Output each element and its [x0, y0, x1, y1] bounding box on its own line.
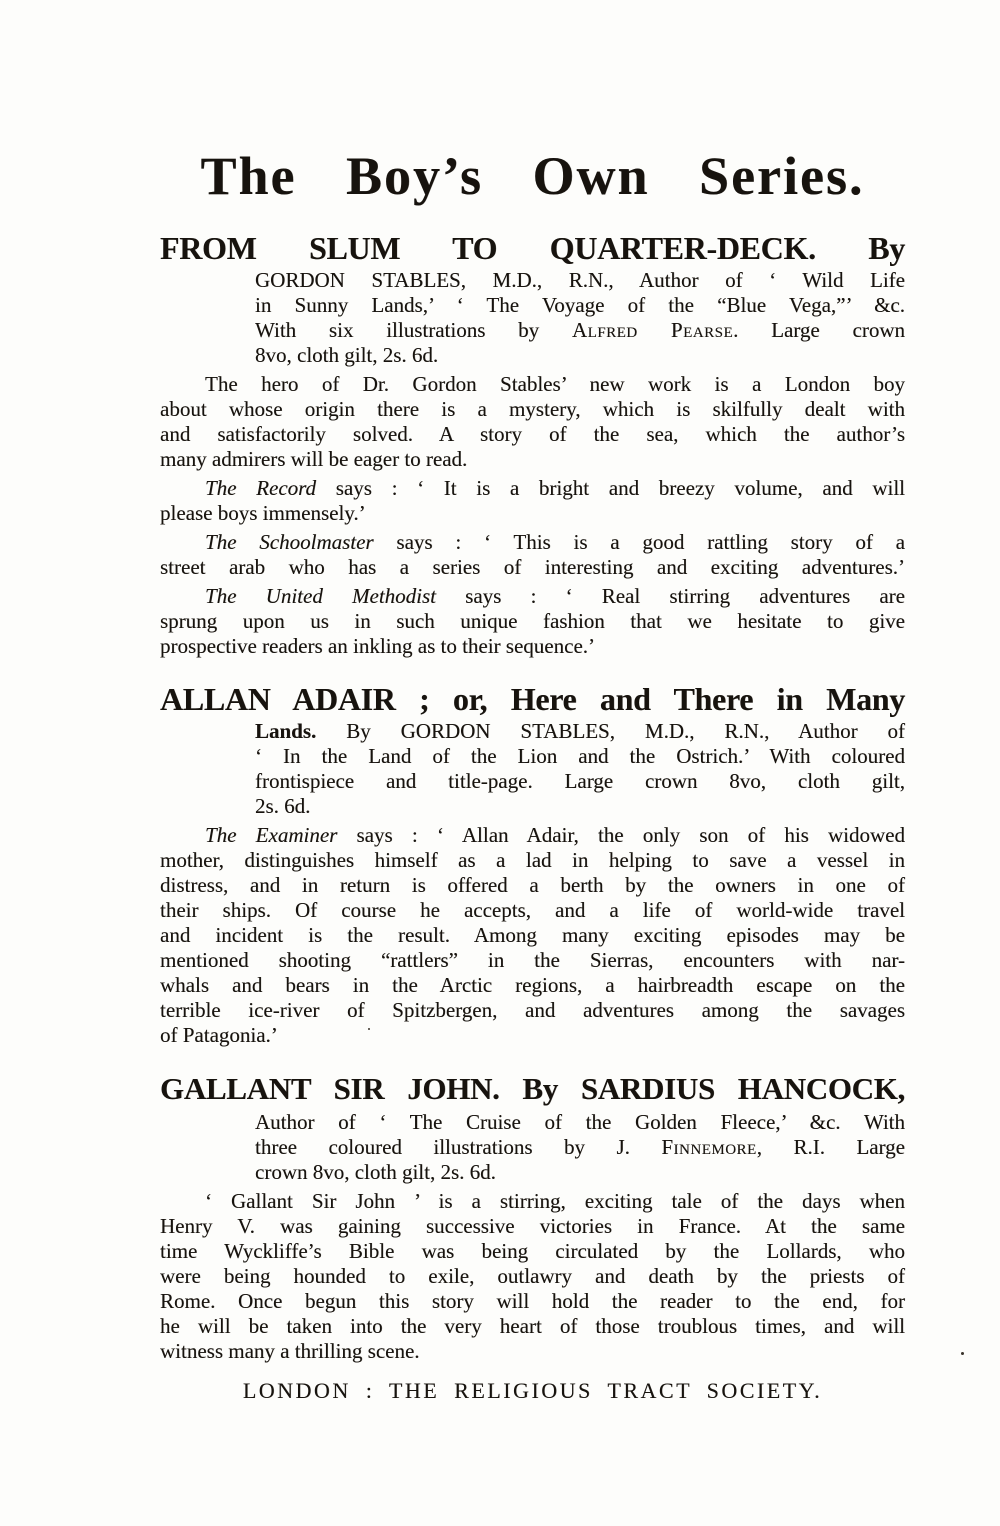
text-line: Lands. By GORDON STABLES, M.D., R.N., Author of — [255, 719, 905, 743]
text-line: The hero of Dr. Gordon Stables’ new work is a London boy — [205, 372, 905, 396]
text-line: Henry V. was gaining successive victories in France. At the same — [160, 1214, 905, 1238]
review-paragraph — [160, 1189, 905, 1364]
publisher-imprint: LONDON : THE RELIGIOUS TRACT SOCIETY. — [242, 1378, 823, 1403]
scan-speck — [368, 1028, 370, 1030]
text-line: street arab who has a series of interesting and exciting adventures.’ — [160, 555, 905, 579]
series-title: The Boy’s Own Series. — [200, 146, 865, 206]
text-line: mother, distinguishes himself as a lad in helping to save a vessel in — [160, 848, 905, 872]
book-imprint-details — [255, 1110, 905, 1185]
text-line: sprung upon us in such unique fashion that we hesitate to give — [160, 609, 905, 633]
text-line: about whose origin there is a mystery, which is skilfully dealt with — [160, 397, 905, 421]
text-line: crown 8vo, cloth gilt, 2s. 6d. — [255, 1160, 496, 1184]
book-entry-gallant-sir-john — [160, 1068, 905, 1364]
book-entries — [160, 228, 905, 1364]
text-line: three coloured illustrations by J. Finnemore, R.I. Large — [255, 1135, 905, 1159]
book-heading-line: GALLANT SIR JOHN. By SARDIUS HANCOCK, — [160, 1071, 905, 1106]
periodical-name: The Schoolmaster — [205, 530, 374, 554]
text-line: The Examiner says : ‘ Allan Adair, the only son of his widowed — [205, 823, 905, 847]
text-line: GORDON STABLES, M.D., R.N., Author of ‘ Wild Life — [255, 268, 905, 292]
text-line: terrible ice-river of Spitzbergen, and adventures among the savages — [160, 998, 905, 1022]
book-heading-line: ALLAN ADAIR ; or, Here and There in Many — [160, 681, 905, 717]
periodical-name: The Record — [205, 476, 317, 500]
text-line: and satisfactorily solved. A story of the sea, which the author’s — [160, 422, 905, 446]
text-line: frontispiece and title-page. Large crown 8vo, cloth gilt, — [255, 769, 905, 793]
person-name: Finnemore — [661, 1135, 757, 1159]
text-line: in Sunny Lands,’ ‘ The Voyage of the “Blue Vega,”’ &c. — [255, 293, 905, 317]
review-paragraph — [160, 372, 905, 472]
book-entry-from-slum-to-quarter-deck — [160, 228, 905, 659]
book-imprint-details — [255, 719, 905, 819]
review-paragraph — [160, 530, 905, 580]
text-line: The Record says : ‘ It is a bright and breezy volume, and will — [205, 476, 905, 500]
book-imprint-details — [255, 268, 905, 368]
review-paragraph — [160, 476, 905, 526]
text-line: Rome. Once begun this story will hold the reader to the end, for — [160, 1289, 905, 1313]
text-line: many admirers will be eager to read. — [160, 447, 468, 471]
text-line: of Patagonia.’ — [160, 1023, 278, 1047]
scan-speck — [961, 1352, 964, 1355]
text-line: were being hounded to exile, outlawry and death by the priests of — [160, 1264, 905, 1288]
text-line: The United Methodist says : ‘ Real stirring adventures are — [205, 584, 905, 608]
text-line: distress, and in return is offered a berth by the owners in one of — [160, 873, 905, 897]
text-line: their ships. Of course he accepts, and a life of world-wide travel — [160, 898, 905, 922]
person-name: Alfred Pearse — [571, 318, 734, 342]
review-paragraph — [160, 584, 905, 659]
text-line: ‘ Gallant Sir John ’ is a stirring, exciting tale of the days when — [205, 1189, 905, 1213]
text-line: please boys immensely.’ — [160, 501, 366, 525]
periodical-name: The United Methodist — [205, 584, 436, 608]
book-entry-allan-adair — [160, 679, 905, 1048]
text-line: 8vo, cloth gilt, 2s. 6d. — [255, 343, 439, 367]
text-line: Author of ‘ The Cruise of the Golden Fleece,’ &c. With — [255, 1110, 905, 1134]
emphasis: Lands. — [255, 719, 317, 743]
text-line: prospective readers an inkling as to their sequence.’ — [160, 634, 596, 658]
text-line: 2s. 6d. — [255, 794, 311, 818]
text-line: The Schoolmaster says : ‘ This is a good rattling story of a — [205, 530, 905, 554]
text-line: he will be taken into the very heart of those troublous times, and will — [160, 1314, 905, 1338]
text-line: mentioned shooting “rattlers” in the Sierras, encounters with nar- — [160, 948, 905, 972]
review-paragraph — [160, 823, 905, 1048]
text-line: ‘ In the Land of the Lion and the Ostrich.’ With coloured — [255, 744, 905, 768]
text-line: whals and bears in the Arctic regions, a hairbreadth escape on the — [160, 973, 905, 997]
text-line: time Wyckliffe’s Bible was being circulated by the Lollards, who — [160, 1239, 905, 1263]
text-line: witness many a thrilling scene. — [160, 1339, 420, 1363]
periodical-name: The Examiner — [205, 823, 338, 847]
book-heading-line: FROM SLUM TO QUARTER-DECK. By — [160, 230, 905, 266]
text-line: and incident is the result. Among many exciting episodes may be — [160, 923, 905, 947]
text-line: With six illustrations by Alfred Pearse. Large crown — [255, 318, 905, 342]
